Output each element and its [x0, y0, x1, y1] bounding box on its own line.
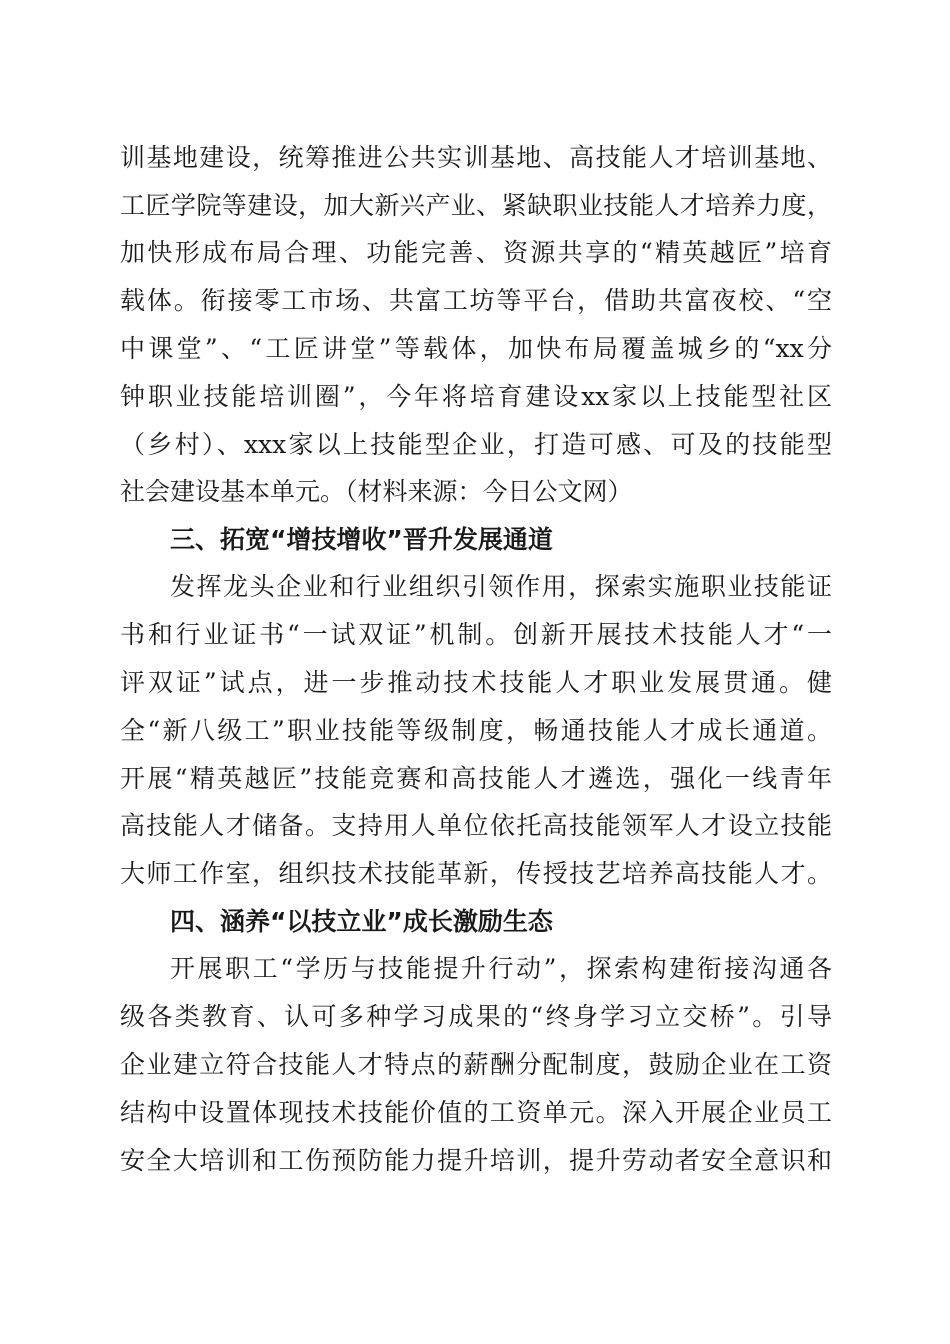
paragraph-line: （乡村）、xxx家以上技能型企业，打造可感、可及的技能型 [120, 430, 832, 459]
paragraph-line: 书和行业证书“一试双证”机制。创新开展技术技能人才“一 [120, 620, 832, 649]
paragraph-line: 结构中设置体现技术技能价值的工资单元。深入开展企业员工 [120, 1098, 832, 1127]
paragraph-line: 加快形成布局合理、功能完善、资源共享的“精英越匠”培育 [120, 238, 832, 267]
paragraph-line: 工匠学院等建设，加大新兴产业、紧缺职业技能人才培养力度， [120, 191, 832, 220]
paragraph-line: 大师工作室，组织技术技能革新，传授技艺培养高技能人才。 [120, 859, 832, 888]
paragraph-line: 全“新八级工”职业技能等级制度，畅通技能人才成长通道。 [120, 716, 832, 745]
paragraph-line: 中课堂”、“工匠讲堂”等载体，加快布局覆盖城乡的“xx分 [120, 334, 832, 363]
paragraph-line: 级各类教育、认可多种学习成果的“终身学习立交桥”。引导 [120, 1002, 832, 1031]
paragraph-line: 高技能人才储备。支持用人单位依托高技能领军人才设立技能 [120, 811, 832, 840]
section-heading: 四、涵养“以技立业”成长激励生态 [170, 907, 553, 936]
paragraph-line: 社会建设基本单元。（材料来源：今日公文网） [120, 477, 633, 506]
paragraph-line: 开展“精英越匠”技能竞赛和高技能人才遴选，强化一线青年 [120, 764, 832, 793]
section-heading: 三、拓宽“增技增收”晋升发展通道 [170, 525, 553, 554]
paragraph-line: 钟职业技能培训圈”，今年将培育建设xx家以上技能型社区 [120, 382, 832, 411]
paragraph-line: 载体。衔接零工市场、共富工坊等平台，借助共富夜校、“空 [120, 286, 832, 315]
paragraph-line: 评双证”试点，进一步推动技术技能人才职业发展贯通。健 [120, 668, 832, 697]
paragraph-line: 安全大培训和工伤预防能力提升培训，提升劳动者安全意识和 [120, 1146, 832, 1175]
paragraph-line: 开展职工“学历与技能提升行动”，探索构建衔接沟通各 [170, 954, 832, 983]
paragraph-line: 企业建立符合技能人才特点的薪酬分配制度，鼓励企业在工资 [120, 1050, 832, 1079]
paragraph-line: 发挥龙头企业和行业组织引领作用，探索实施职业技能证 [170, 572, 832, 601]
paragraph-line: 训基地建设，统筹推进公共实训基地、高技能人才培训基地、 [120, 143, 832, 172]
